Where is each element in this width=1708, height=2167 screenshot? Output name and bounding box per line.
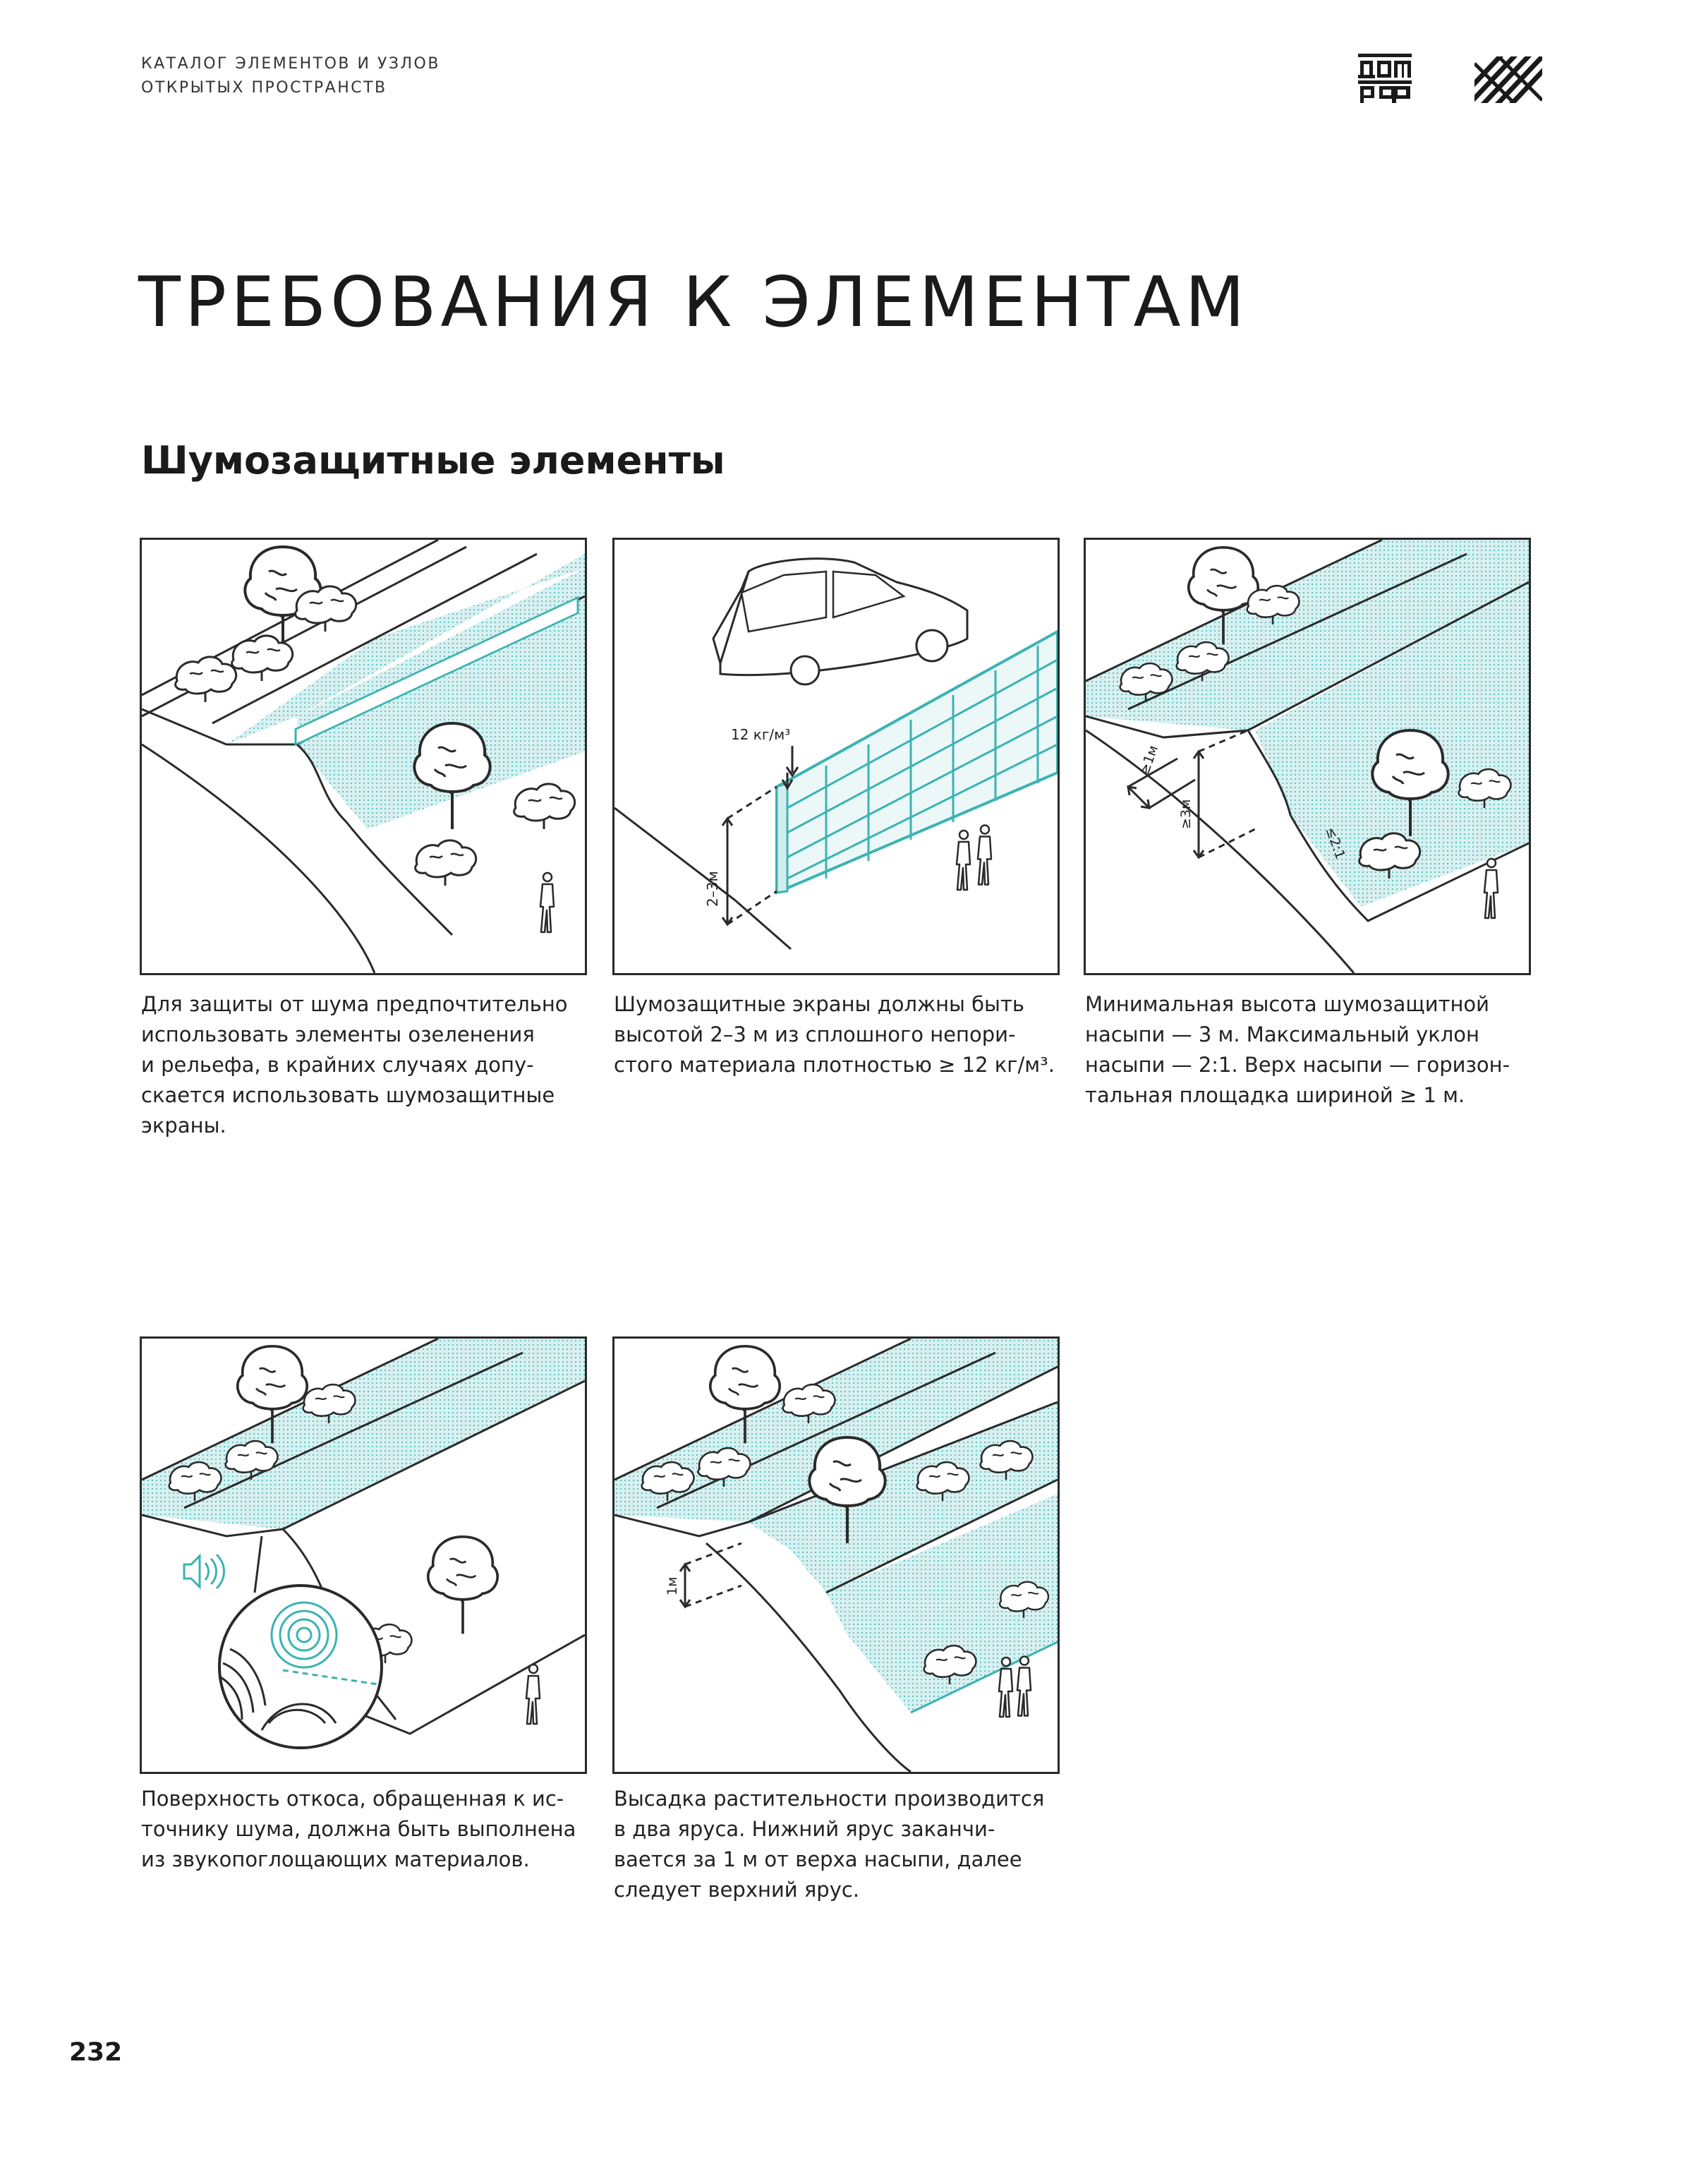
panel-1-illustration (140, 538, 587, 975)
caption-line: скается использовать шумозащитные (141, 1083, 555, 1107)
panel-1-caption (141, 989, 593, 1141)
embankment-dimensions-illustration (1086, 540, 1529, 973)
panel-3-illustration (1084, 538, 1531, 975)
embankment-vs-screen-illustration (142, 540, 585, 973)
section-title: Шумозащитные элементы (141, 438, 725, 483)
panel-5-caption (614, 1784, 1065, 1905)
pattern-logo (1474, 56, 1542, 103)
panel-3-caption (1085, 989, 1537, 1111)
panel-2-illustration (612, 538, 1060, 975)
caption-line: вается за 1 м от верха насыпи, далее (614, 1847, 1022, 1871)
caption-line: Для защиты от шума предпочтительно (141, 992, 568, 1016)
height-label: 2–3м (704, 871, 721, 907)
caption-line: насыпи — 3 м. Максимальный уклон (1085, 1022, 1480, 1046)
caption-line: следует верхний ярус. (614, 1878, 860, 1902)
slope-label: ≤2:1 (1322, 825, 1348, 862)
caption-line: насыпи — 2:1. Верх насыпи — горизон- (1085, 1053, 1510, 1077)
dom-rf-logo (1358, 54, 1412, 103)
page-number: 232 (69, 2038, 123, 2067)
catalog-title-line2: ОТКРЫТЫХ ПРОСТРАНСТВ (141, 79, 387, 97)
panel-2-caption (614, 989, 1065, 1080)
caption-line: Шумозащитные экраны должны быть (614, 992, 1024, 1016)
caption-line: из звукопоглощающих материалов. (141, 1847, 530, 1871)
caption-line: использовать элементы озеленения (141, 1022, 535, 1046)
caption-line: стого материала плотностью ≥ 12 кг/м³. (614, 1053, 1055, 1077)
caption-line: тальная площадка шириной ≥ 1 м. (1085, 1083, 1465, 1107)
density-label: 12 кг/м³ (731, 726, 791, 743)
sound-absorbing-illustration (142, 1339, 585, 1772)
speaker-icon (184, 1555, 224, 1588)
sound-wave-detail (219, 1536, 382, 1748)
caption-line: Минимальная высота шумозащитной (1085, 992, 1490, 1016)
caption-line: Высадка растительности производится (614, 1787, 1045, 1811)
catalog-title (141, 52, 440, 100)
panel-4-caption (141, 1784, 593, 1875)
caption-line: в два яруса. Нижний ярус заканчи- (614, 1817, 995, 1841)
caption-line: экраны. (141, 1113, 226, 1137)
car-icon (713, 559, 967, 684)
noise-screen-illustration (614, 540, 1058, 973)
page-title: ТРЕБОВАНИЯ К ЭЛЕМЕНТАМ (138, 262, 1249, 343)
caption-line: высотой 2–3 м из сплошного непори- (614, 1022, 1016, 1046)
caption-line: точнику шума, должна быть выполнена (141, 1817, 576, 1841)
width-label: ≥1м (1137, 743, 1162, 777)
catalog-title-line1: КАТАЛОГ ЭЛЕМЕНТОВ И УЗЛОВ (141, 55, 440, 73)
panel-5-illustration (612, 1336, 1060, 1774)
caption-line: Поверхность откоса, обращенная к ис- (141, 1787, 564, 1811)
panel-4-illustration (140, 1336, 587, 1774)
caption-line: и рельефа, в крайних случаях допу- (141, 1053, 534, 1077)
two-tier-planting-illustration (614, 1339, 1058, 1772)
height-label: ≥3м (1178, 799, 1194, 829)
offset-label: 1м (665, 1576, 680, 1595)
